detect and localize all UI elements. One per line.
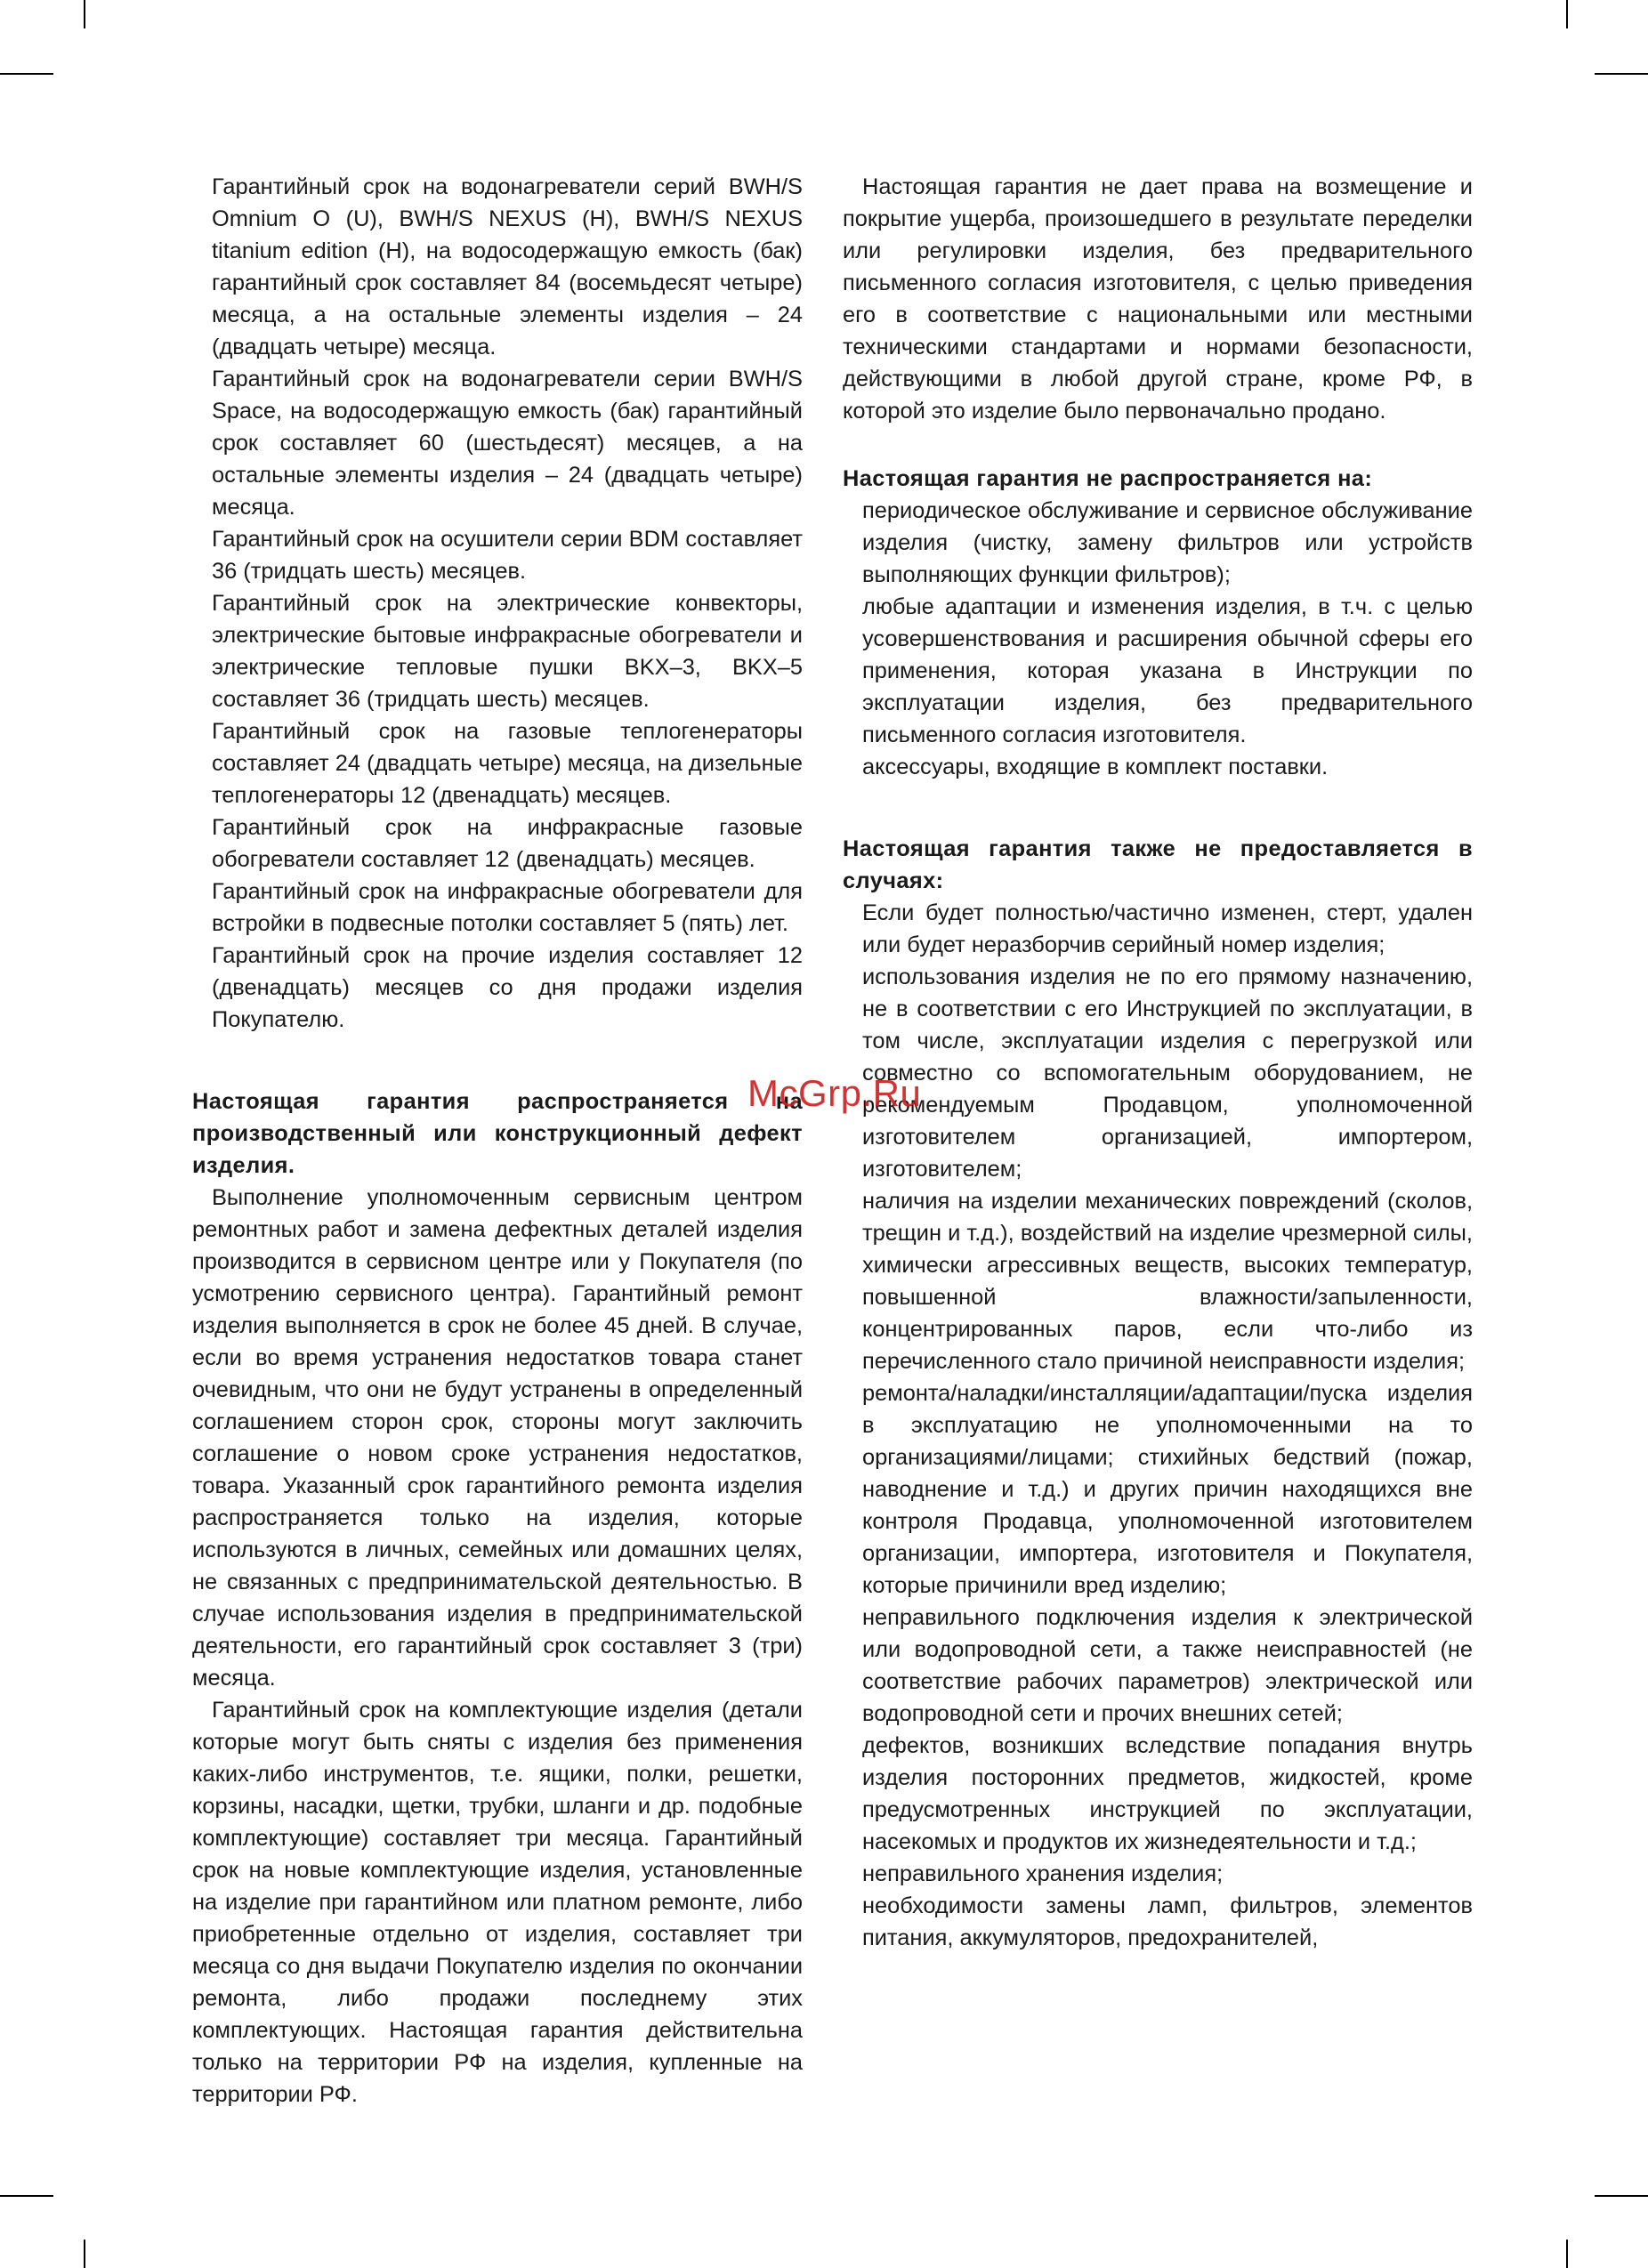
watermark-logo: McGrp.Ru	[747, 1072, 922, 1114]
crop-mark-top-right-h	[1595, 73, 1648, 75]
warranty-term-other: Гарантийный срок на прочие изделия составляет 12 (двенадцать) месяцев со дня продажи изделия Покупателю.	[212, 943, 803, 1032]
crop-mark-top-left-v	[84, 0, 85, 28]
not-provided-item: необходимости замены ламп, фильтров, элементов питания, аккумуляторов, предохранителей,	[862, 1893, 1473, 1950]
repair-paragraph: Выполнение уполномоченным сервисным центром ремонтных работ и замена дефектных деталей изделия производится в сервисном центре или у Покупателя (по усмотрению сервисного центра). Гарантийный ремонт изделия выполняется в срок не более 45 дней. В случае, если во время устранения недостатков товара станет очевидным, что они не будут устранены в определенный соглашением сторон срок, стороны могут заключить соглашение о новом сроке устранения недостатков, товара. Указанный срок гарантийного ремонта изделия распространяется только на изделия, которые используются в личных, семейных или домашних целях, не связанных с предпринимательской деятельностью. В случае использования изделия в предпринимательской деятельности, его гарантийный срок составляет 3 (три) месяца.	[192, 1185, 803, 1691]
warranty-term-heat-generators: Гарантийный срок на газовые теплогенераторы составляет 24 (двадцать четыре) месяца, на дизельные теплогенераторы 12 (двенадцать) месяцев.	[212, 719, 803, 808]
components-paragraph: Гарантийный срок на комплектующие изделия (детали которые могут быть сняты с изделия без применения каких-либо инструментов, т.е. ящики, полки, решетки, корзины, насадки, щетки, трубки, шланги и др. подобные комплектующие) составляет три месяца. Гарантийный срок на новые комплектующие изделия, установленные на изделие при гарантийном или платном ремонте, либо приобретенные отдельно от изделия, составляет три месяца со дня выдачи Покупателю изделия по окончании ремонта, либо продажи последнему этих комплектующих. Настоящая гарантия действительна только на территории РФ на изделия, купленные на территории РФ.	[192, 1698, 803, 2107]
not-provided-item: Если будет полностью/частично изменен, стерт, удален или будет неразборчив серийный номер изделия;	[862, 900, 1473, 957]
crop-mark-bottom-right-h	[1595, 2195, 1648, 2197]
not-provided-item: ремонта/наладки/инсталляции/адаптации/пуска изделия в эксплуатацию не уполномоченными на то организациями/лицами; стихийных бедствий (пожар, наводнение и т.д.) и других причин находящихся вне контроля Продавца, уполномоченной изготовителем организации, импортера, изготовителя и Покупателя, которые причинили вред изделию;	[862, 1381, 1473, 1598]
not-provided-item: неправильного хранения изделия;	[862, 1861, 1224, 1886]
not-provided-item: использования изделия не по его прямому назначению, не в соответствии с его Инструкцией по эксплуатации, в том числе, эксплуатации изделия с перегрузкой или совместно со вспомогательным оборудованием, не рекомендуемым Продавцом, уполномоченной изготовителем организацией, импортером, изготовителем;	[862, 965, 1473, 1182]
intro-paragraph: Настоящая гарантия не дает права на возмещение и покрытие ущерба, произошедшего в результате переделки или регулировки изделия, без предварительного письменного согласия изготовителя, с целью приведения его в соответствие с национальными или местными техническими стандартами и нормами безопасности, действующими в любой другой стране, кроме РФ, в которой это изделие было первоначально продано.	[843, 174, 1473, 424]
defect-heading: Настоящая гарантия распространяется на производственный или конструкционный дефект изделия.	[192, 1089, 803, 1178]
not-covered-item: аксессуары, входящие в комплект поставки.	[862, 755, 1329, 779]
warranty-term-omnium-nexus: Гарантийный срок на водонагреватели серий BWH/S Omnium O (U), BWH/S NEXUS (H), BWH/S NEXUS titanium edition (H), на водосодержащую емкость (бак) гарантийный срок составляет 84 (восемьдесят четыре) месяца, а на остальные элементы изделия – 24 (двадцать четыре) месяца.	[212, 174, 803, 359]
not-covered-heading: Настоящая гарантия не распространяется на:	[843, 466, 1373, 491]
crop-mark-bottom-left-v	[84, 2240, 85, 2268]
not-covered-item: любые адаптации и изменения изделия, в т.ч. с целью усовершенствования и расширения обычной сферы его применения, которая указана в Инструкции по эксплуатации изделия, без предварительного письменного согласия изготовителя.	[862, 594, 1473, 747]
not-covered-item: периодическое обслуживание и сервисное обслуживание изделия (чистку, замену фильтров или устройств выполняющих функции фильтров);	[862, 498, 1473, 587]
not-provided-item: дефектов, возникших вследствие попадания внутрь изделия посторонних предметов, жидкостей, кроме предусмотренных инструкцией по эксплуатации, насекомых и продуктов их жизнедеятельности и т.д.;	[862, 1733, 1473, 1854]
not-provided-item: наличия на изделии механических повреждений (сколов, трещин и т.д.), воздействий на изделие чрезмерной силы, химически агрессивных веществ, высоких температур, повышенной влажности/запыленности, концентрированных паров, если что-либо из перечисленного стало причиной неисправности изделия;	[862, 1189, 1473, 1374]
warranty-term-convectors: Гарантийный срок на электрические конвекторы, электрические бытовые инфракрасные обогреватели и электрические тепловые пушки BKX–3, BKX–5 составляет 36 (тридцать шесть) месяцев.	[212, 591, 803, 712]
not-provided-heading: Настоящая гарантия также не предоставляется в случаях:	[843, 836, 1473, 893]
warranty-term-ceiling-heaters: Гарантийный срок на инфракрасные обогреватели для встройки в подвесные потолки составляет 5 (пять) лет.	[212, 879, 803, 936]
warranty-term-gas-heaters: Гарантийный срок на инфракрасные газовые обогреватели составляет 12 (двенадцать) месяцев.	[212, 815, 803, 872]
left-column	[192, 171, 803, 2111]
warranty-term-space: Гарантийный срок на водонагреватели серии BWH/S Space, на водосодержащую емкость (бак) гарантийный срок составляет 60 (шестьдесят) месяцев, а на остальные элементы изделия – 24 (двадцать четыре) месяца.	[212, 367, 803, 520]
crop-mark-bottom-left-h	[0, 2195, 53, 2197]
right-column	[843, 171, 1473, 1954]
crop-mark-bottom-right-v	[1566, 2240, 1568, 2268]
not-provided-item: неправильного подключения изделия к электрической или водопроводной сети, а также неисправностей (не соответствие рабочих параметров) электрической или водопроводной сети и прочих внешних сетей;	[862, 1605, 1473, 1726]
warranty-term-bdm: Гарантийный срок на осушители серии BDM составляет 36 (тридцать шесть) месяцев.	[212, 527, 803, 584]
crop-mark-top-right-v	[1566, 0, 1568, 28]
crop-mark-top-left-h	[0, 73, 53, 75]
